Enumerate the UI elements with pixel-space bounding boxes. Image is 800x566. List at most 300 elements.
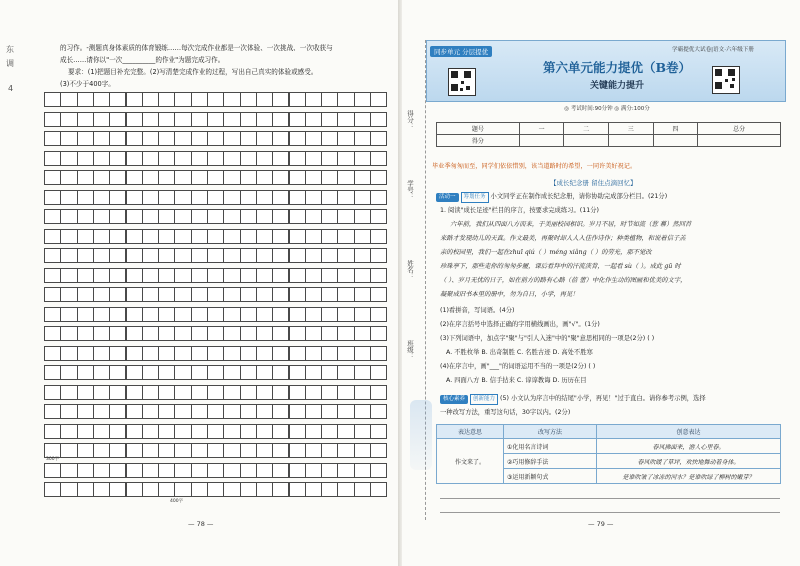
grid-cell[interactable] [223,385,240,400]
grid-cell[interactable] [60,209,77,224]
grid-cell[interactable] [109,424,126,439]
grid-cell[interactable] [77,209,94,224]
grid-cell[interactable] [305,463,322,478]
grid-cell[interactable] [354,424,371,439]
grid-cell[interactable] [191,190,208,205]
grid-cell[interactable] [240,248,257,263]
grid-cell[interactable] [337,190,354,205]
score-cell[interactable] [564,135,609,147]
grid-cell[interactable] [126,190,143,205]
grid-cell[interactable] [158,112,175,127]
grid-cell[interactable] [158,170,175,185]
grid-cell[interactable] [77,443,94,458]
grid-cell[interactable] [370,346,387,361]
score-cell[interactable] [653,135,698,147]
grid-cell[interactable] [44,268,61,283]
grid-cell[interactable] [305,170,322,185]
grid-cell[interactable] [272,248,289,263]
grid-cell[interactable] [44,190,61,205]
grid-cell[interactable] [158,346,175,361]
grid-cell[interactable] [272,326,289,341]
grid-cell[interactable] [305,190,322,205]
grid-cell[interactable] [109,443,126,458]
grid-cell[interactable] [223,209,240,224]
grid-cell[interactable] [370,287,387,302]
grid-cell[interactable] [289,404,306,419]
grid-cell[interactable] [207,404,224,419]
grid-cell[interactable] [223,307,240,322]
grid-cell[interactable] [44,424,61,439]
grid-cell[interactable] [289,443,306,458]
grid-cell[interactable] [77,365,94,380]
grid-cell[interactable] [240,287,257,302]
grid-cell[interactable] [93,248,110,263]
grid-cell[interactable] [142,424,159,439]
grid-cell[interactable] [109,287,126,302]
grid-cell[interactable] [191,287,208,302]
grid-cell[interactable] [305,346,322,361]
grid-cell[interactable] [337,151,354,166]
grid-cell[interactable] [77,346,94,361]
grid-cell[interactable] [240,307,257,322]
grid-cell[interactable] [370,443,387,458]
grid-cell[interactable] [174,190,191,205]
grid-cell[interactable] [77,248,94,263]
grid-cell[interactable] [337,229,354,244]
grid-cell[interactable] [337,287,354,302]
grid-cell[interactable] [370,229,387,244]
grid-cell[interactable] [289,482,306,497]
grid-cell[interactable] [126,365,143,380]
grid-cell[interactable] [174,346,191,361]
grid-cell[interactable] [109,229,126,244]
grid-cell[interactable] [337,443,354,458]
grid-cell[interactable] [256,190,273,205]
grid-cell[interactable] [207,424,224,439]
grid-cell[interactable] [191,131,208,146]
grid-cell[interactable] [77,190,94,205]
grid-cell[interactable] [126,424,143,439]
grid-cell[interactable] [93,307,110,322]
grid-cell[interactable] [272,151,289,166]
grid-cell[interactable] [337,346,354,361]
grid-cell[interactable] [370,170,387,185]
grid-cell[interactable] [60,385,77,400]
grid-cell[interactable] [272,268,289,283]
grid-cell[interactable] [370,482,387,497]
grid-cell[interactable] [370,463,387,478]
grid-cell[interactable] [354,151,371,166]
grid-cell[interactable] [44,112,61,127]
grid-cell[interactable] [207,229,224,244]
grid-cell[interactable] [109,209,126,224]
grid-cell[interactable] [174,131,191,146]
grid-cell[interactable] [158,287,175,302]
grid-cell[interactable] [337,248,354,263]
grid-cell[interactable] [44,307,61,322]
grid-cell[interactable] [191,307,208,322]
grid-cell[interactable] [321,190,338,205]
grid-cell[interactable] [93,229,110,244]
grid-cell[interactable] [44,482,61,497]
grid-cell[interactable] [321,482,338,497]
grid-cell[interactable] [223,170,240,185]
grid-cell[interactable] [240,443,257,458]
grid-cell[interactable] [126,170,143,185]
grid-cell[interactable] [321,463,338,478]
grid-cell[interactable] [256,92,273,107]
grid-cell[interactable] [240,170,257,185]
grid-cell[interactable] [44,463,61,478]
grid-cell[interactable] [223,151,240,166]
grid-cell[interactable] [207,346,224,361]
grid-cell[interactable] [142,229,159,244]
grid-cell[interactable] [142,365,159,380]
grid-cell[interactable] [272,404,289,419]
grid-cell[interactable] [272,365,289,380]
writing-grid[interactable] [44,92,388,502]
grid-cell[interactable] [240,365,257,380]
grid-cell[interactable] [256,443,273,458]
grid-cell[interactable] [174,170,191,185]
grid-cell[interactable] [126,92,143,107]
grid-cell[interactable] [289,229,306,244]
grid-cell[interactable] [240,482,257,497]
grid-cell[interactable] [256,287,273,302]
grid-cell[interactable] [370,209,387,224]
score-cell[interactable] [519,135,564,147]
grid-cell[interactable] [354,385,371,400]
grid-cell[interactable] [174,482,191,497]
grid-cell[interactable] [223,326,240,341]
grid-cell[interactable] [354,209,371,224]
score-cell[interactable] [608,135,653,147]
grid-cell[interactable] [223,482,240,497]
grid-cell[interactable] [109,307,126,322]
grid-cell[interactable] [321,404,338,419]
grid-cell[interactable] [60,170,77,185]
grid-cell[interactable] [44,248,61,263]
grid-cell[interactable] [158,385,175,400]
grid-cell[interactable] [321,92,338,107]
grid-cell[interactable] [289,326,306,341]
grid-cell[interactable] [289,112,306,127]
grid-cell[interactable] [109,151,126,166]
grid-cell[interactable] [207,365,224,380]
grid-cell[interactable] [256,112,273,127]
grid-cell[interactable] [337,385,354,400]
grid-cell[interactable] [60,346,77,361]
grid-cell[interactable] [240,385,257,400]
grid-cell[interactable] [223,463,240,478]
grid-cell[interactable] [60,482,77,497]
grid-cell[interactable] [337,307,354,322]
grid-cell[interactable] [289,190,306,205]
grid-cell[interactable] [240,326,257,341]
grid-cell[interactable] [223,287,240,302]
grid-cell[interactable] [174,92,191,107]
grid-cell[interactable] [321,248,338,263]
grid-cell[interactable] [370,268,387,283]
grid-cell[interactable] [174,463,191,478]
grid-cell[interactable] [126,307,143,322]
grid-cell[interactable] [126,346,143,361]
grid-cell[interactable] [158,209,175,224]
grid-cell[interactable] [305,424,322,439]
grid-cell[interactable] [93,131,110,146]
grid-cell[interactable] [126,112,143,127]
grid-cell[interactable] [321,229,338,244]
grid-cell[interactable] [337,268,354,283]
grid-cell[interactable] [77,151,94,166]
grid-cell[interactable] [370,404,387,419]
grid-cell[interactable] [142,307,159,322]
grid-cell[interactable] [60,365,77,380]
grid-cell[interactable] [158,463,175,478]
grid-cell[interactable] [77,463,94,478]
grid-cell[interactable] [256,424,273,439]
grid-cell[interactable] [60,131,77,146]
grid-cell[interactable] [207,248,224,263]
grid-cell[interactable] [305,287,322,302]
grid-cell[interactable] [126,229,143,244]
grid-cell[interactable] [223,131,240,146]
grid-cell[interactable] [109,268,126,283]
grid-cell[interactable] [207,385,224,400]
grid-cell[interactable] [370,248,387,263]
grid-cell[interactable] [191,443,208,458]
grid-cell[interactable] [207,131,224,146]
grid-cell[interactable] [142,170,159,185]
grid-cell[interactable] [77,170,94,185]
grid-cell[interactable] [174,229,191,244]
grid-cell[interactable] [256,248,273,263]
grid-cell[interactable] [337,463,354,478]
grid-cell[interactable] [354,131,371,146]
grid-cell[interactable] [321,443,338,458]
grid-cell[interactable] [337,112,354,127]
grid-cell[interactable] [240,151,257,166]
grid-cell[interactable] [223,248,240,263]
grid-cell[interactable] [337,482,354,497]
grid-cell[interactable] [44,131,61,146]
grid-cell[interactable] [60,404,77,419]
grid-cell[interactable] [142,326,159,341]
grid-cell[interactable] [142,209,159,224]
grid-cell[interactable] [44,170,61,185]
grid-cell[interactable] [240,404,257,419]
grid-cell[interactable] [158,424,175,439]
grid-cell[interactable] [60,151,77,166]
grid-cell[interactable] [289,346,306,361]
grid-cell[interactable] [77,112,94,127]
grid-cell[interactable] [240,463,257,478]
grid-cell[interactable] [109,404,126,419]
grid-cell[interactable] [321,307,338,322]
grid-cell[interactable] [223,190,240,205]
grid-cell[interactable] [305,131,322,146]
grid-cell[interactable] [60,190,77,205]
grid-cell[interactable] [272,92,289,107]
grid-cell[interactable] [207,482,224,497]
grid-cell[interactable] [191,209,208,224]
grid-cell[interactable] [289,248,306,263]
grid-cell[interactable] [191,170,208,185]
grid-cell[interactable] [191,326,208,341]
grid-cell[interactable] [109,482,126,497]
grid-cell[interactable] [289,307,306,322]
score-cell[interactable] [698,135,781,147]
grid-cell[interactable] [354,287,371,302]
grid-cell[interactable] [60,307,77,322]
grid-cell[interactable] [142,385,159,400]
grid-cell[interactable] [142,346,159,361]
grid-cell[interactable] [354,463,371,478]
grid-cell[interactable] [77,229,94,244]
grid-cell[interactable] [60,92,77,107]
grid-cell[interactable] [77,482,94,497]
grid-cell[interactable] [272,424,289,439]
grid-cell[interactable] [354,346,371,361]
grid-cell[interactable] [305,307,322,322]
answer-line[interactable] [440,512,780,513]
grid-cell[interactable] [289,424,306,439]
grid-cell[interactable] [60,326,77,341]
grid-cell[interactable] [60,248,77,263]
grid-cell[interactable] [305,268,322,283]
grid-cell[interactable] [109,385,126,400]
grid-cell[interactable] [223,365,240,380]
grid-cell[interactable] [93,463,110,478]
grid-cell[interactable] [93,268,110,283]
grid-cell[interactable] [60,287,77,302]
grid-cell[interactable] [354,112,371,127]
grid-cell[interactable] [207,287,224,302]
grid-cell[interactable] [272,287,289,302]
grid-cell[interactable] [93,112,110,127]
grid-cell[interactable] [289,385,306,400]
grid-cell[interactable] [223,92,240,107]
grid-cell[interactable] [93,443,110,458]
grid-cell[interactable] [337,209,354,224]
grid-cell[interactable] [191,365,208,380]
grid-cell[interactable] [337,424,354,439]
grid-cell[interactable] [354,190,371,205]
grid-cell[interactable] [126,151,143,166]
grid-cell[interactable] [126,443,143,458]
grid-cell[interactable] [370,151,387,166]
grid-cell[interactable] [77,326,94,341]
grid-cell[interactable] [305,482,322,497]
grid-cell[interactable] [321,326,338,341]
grid-cell[interactable] [44,229,61,244]
grid-cell[interactable] [44,365,61,380]
grid-cell[interactable] [354,248,371,263]
grid-cell[interactable] [109,346,126,361]
grid-cell[interactable] [93,365,110,380]
grid-cell[interactable] [158,443,175,458]
grid-cell[interactable] [354,268,371,283]
grid-cell[interactable] [305,92,322,107]
grid-cell[interactable] [207,190,224,205]
grid-cell[interactable] [272,190,289,205]
grid-cell[interactable] [60,443,77,458]
grid-cell[interactable] [174,112,191,127]
grid-cell[interactable] [289,170,306,185]
grid-cell[interactable] [174,209,191,224]
grid-cell[interactable] [77,287,94,302]
grid-cell[interactable] [256,307,273,322]
grid-cell[interactable] [44,92,61,107]
grid-cell[interactable] [93,190,110,205]
grid-cell[interactable] [240,424,257,439]
grid-cell[interactable] [289,463,306,478]
grid-cell[interactable] [305,404,322,419]
grid-cell[interactable] [256,463,273,478]
grid-cell[interactable] [305,385,322,400]
grid-cell[interactable] [305,112,322,127]
grid-cell[interactable] [109,131,126,146]
grid-cell[interactable] [207,326,224,341]
grid-cell[interactable] [272,463,289,478]
grid-cell[interactable] [174,326,191,341]
grid-cell[interactable] [321,346,338,361]
grid-cell[interactable] [272,482,289,497]
grid-cell[interactable] [44,209,61,224]
grid-cell[interactable] [370,326,387,341]
grid-cell[interactable] [158,92,175,107]
grid-cell[interactable] [354,170,371,185]
grid-cell[interactable] [223,268,240,283]
grid-cell[interactable] [354,404,371,419]
grid-cell[interactable] [93,404,110,419]
grid-cell[interactable] [126,248,143,263]
grid-cell[interactable] [158,229,175,244]
grid-cell[interactable] [93,170,110,185]
grid-cell[interactable] [191,463,208,478]
grid-cell[interactable] [109,112,126,127]
grid-cell[interactable] [142,248,159,263]
grid-cell[interactable] [126,209,143,224]
grid-cell[interactable] [158,365,175,380]
grid-cell[interactable] [191,248,208,263]
grid-cell[interactable] [174,287,191,302]
grid-cell[interactable] [93,287,110,302]
grid-cell[interactable] [93,346,110,361]
grid-cell[interactable] [44,346,61,361]
grid-cell[interactable] [191,404,208,419]
grid-cell[interactable] [44,287,61,302]
grid-cell[interactable] [77,424,94,439]
grid-cell[interactable] [321,365,338,380]
grid-cell[interactable] [354,307,371,322]
grid-cell[interactable] [142,482,159,497]
grid-cell[interactable] [370,131,387,146]
grid-cell[interactable] [337,365,354,380]
grid-cell[interactable] [354,365,371,380]
grid-cell[interactable] [174,268,191,283]
grid-cell[interactable] [321,151,338,166]
grid-cell[interactable] [240,268,257,283]
grid-cell[interactable] [126,463,143,478]
grid-cell[interactable] [272,385,289,400]
grid-cell[interactable] [223,424,240,439]
grid-cell[interactable] [370,424,387,439]
grid-cell[interactable] [289,151,306,166]
grid-cell[interactable] [223,346,240,361]
grid-cell[interactable] [305,443,322,458]
grid-cell[interactable] [44,385,61,400]
